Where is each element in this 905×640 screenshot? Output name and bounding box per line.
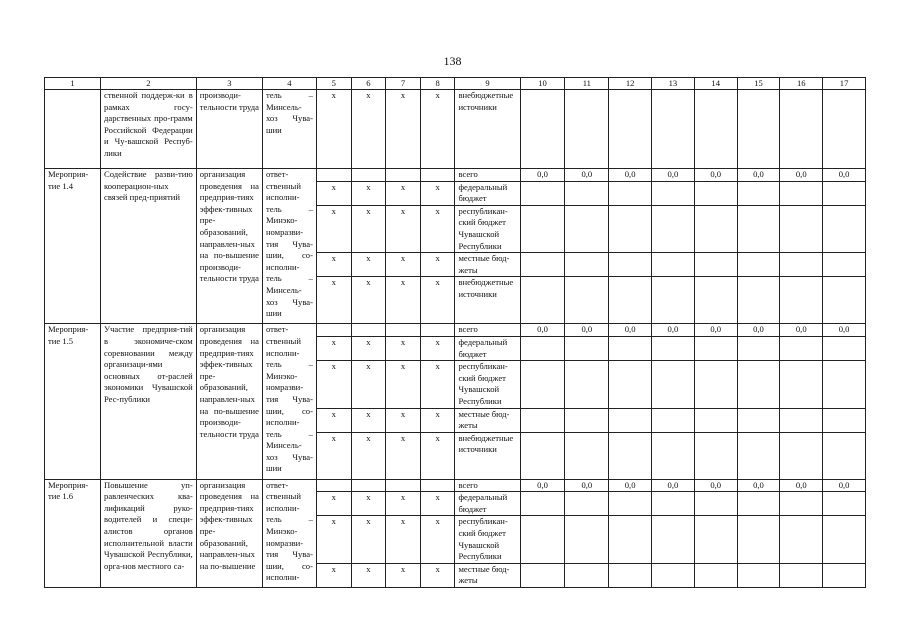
value-cell — [652, 408, 695, 432]
x-cell: x — [420, 563, 455, 587]
value-cell — [737, 432, 780, 479]
funding-source: внебюджетные источники — [455, 432, 520, 479]
value-cell — [520, 492, 565, 516]
x-cell: x — [386, 205, 421, 252]
value-cell — [823, 253, 866, 277]
x-cell: x — [351, 516, 386, 563]
value-cell: 0,0 — [823, 169, 866, 182]
x-cell: x — [351, 181, 386, 205]
x-cell — [351, 324, 386, 337]
value-cell: 0,0 — [520, 169, 565, 182]
value-cell — [609, 516, 652, 563]
value-cell — [694, 181, 737, 205]
measure-goal: производи-тельности труда — [196, 90, 262, 169]
value-cell — [652, 563, 695, 587]
header-cell: 16 — [780, 78, 823, 90]
value-cell — [694, 205, 737, 252]
value-cell — [520, 516, 565, 563]
value-cell — [694, 563, 737, 587]
header-cell: 15 — [737, 78, 780, 90]
x-cell: x — [351, 408, 386, 432]
value-cell — [520, 361, 565, 408]
measure-responsible: ответ-ственный исполни-тель – Минэко-номразви-тия Чува-шии, со-исполни-тель – Минсель-хоз Чува-шии — [262, 169, 316, 324]
value-cell — [694, 253, 737, 277]
header-cell: 7 — [386, 78, 421, 90]
x-cell: x — [420, 181, 455, 205]
x-cell: x — [386, 563, 421, 587]
page-number: 138 — [443, 54, 462, 68]
value-cell: 0,0 — [565, 479, 609, 492]
x-cell: x — [386, 516, 421, 563]
x-cell — [316, 169, 351, 182]
value-cell — [737, 90, 780, 169]
value-cell — [565, 563, 609, 587]
value-cell: 0,0 — [780, 324, 823, 337]
value-cell: 0,0 — [652, 479, 695, 492]
x-cell: x — [351, 90, 386, 169]
x-cell — [420, 169, 455, 182]
value-cell: 0,0 — [694, 324, 737, 337]
header-cell: 17 — [823, 78, 866, 90]
header-cell: 1 — [45, 78, 101, 90]
value-cell — [652, 336, 695, 360]
x-cell: x — [316, 336, 351, 360]
funding-row — [45, 324, 866, 337]
value-cell — [652, 432, 695, 479]
value-cell — [823, 492, 866, 516]
value-cell — [823, 563, 866, 587]
x-cell: x — [386, 181, 421, 205]
value-cell: 0,0 — [823, 324, 866, 337]
value-cell — [780, 336, 823, 360]
value-cell — [609, 277, 652, 324]
value-cell — [652, 516, 695, 563]
value-cell — [652, 90, 695, 169]
value-cell — [780, 408, 823, 432]
value-cell — [694, 336, 737, 360]
x-cell: x — [386, 408, 421, 432]
value-cell — [652, 361, 695, 408]
x-cell — [386, 169, 421, 182]
continuation-row — [45, 90, 866, 169]
x-cell — [316, 324, 351, 337]
value-cell — [609, 90, 652, 169]
value-cell — [780, 361, 823, 408]
value-cell: 0,0 — [652, 169, 695, 182]
header-row — [45, 78, 866, 90]
x-cell: x — [351, 277, 386, 324]
x-cell — [351, 479, 386, 492]
funding-source: местные бюд-жеты — [455, 253, 520, 277]
value-cell — [565, 361, 609, 408]
measure-id: Мероприя-тие 1.4 — [45, 169, 101, 324]
measure-responsible: ответ-ственный исполни-тель – Минэко-номразви-тия Чува-шии, со-исполни-тель – Минсель-хоз Чува-шии — [262, 324, 316, 479]
value-cell — [737, 361, 780, 408]
funding-source: республикан-ский бюджет Чувашской Республики — [455, 516, 520, 563]
value-cell — [609, 492, 652, 516]
value-cell: 0,0 — [609, 324, 652, 337]
value-cell — [737, 181, 780, 205]
value-cell — [609, 563, 652, 587]
value-cell — [737, 408, 780, 432]
x-cell: x — [386, 90, 421, 169]
x-cell — [386, 324, 421, 337]
value-cell: 0,0 — [520, 479, 565, 492]
value-cell — [823, 90, 866, 169]
value-cell — [737, 277, 780, 324]
header-cell: 5 — [316, 78, 351, 90]
header-cell: 9 — [455, 78, 520, 90]
measure-description: Участие предприя-тий в экономиче-ском соревновании между организаци-ями основных от-раслей экономики Чувашской Рес-публики — [101, 324, 197, 479]
x-cell — [351, 169, 386, 182]
value-cell — [520, 336, 565, 360]
measure-responsible: ответ-ственный исполни-тель – Минэко-номразви-тия Чува-шии, со-исполни- — [262, 479, 316, 587]
header-cell: 3 — [196, 78, 262, 90]
x-cell: x — [420, 90, 455, 169]
value-cell — [565, 277, 609, 324]
funding-source: федеральный бюджет — [455, 492, 520, 516]
header-cell: 13 — [652, 78, 695, 90]
value-cell: 0,0 — [694, 479, 737, 492]
value-cell — [565, 516, 609, 563]
x-cell: x — [351, 563, 386, 587]
funding-source: федеральный бюджет — [455, 181, 520, 205]
x-cell: x — [351, 336, 386, 360]
value-cell — [520, 90, 565, 169]
value-cell — [520, 181, 565, 205]
x-cell: x — [351, 253, 386, 277]
x-cell: x — [420, 253, 455, 277]
measure-id: Мероприя-тие 1.5 — [45, 324, 101, 479]
x-cell: x — [316, 516, 351, 563]
value-cell — [780, 432, 823, 479]
x-cell: x — [420, 361, 455, 408]
value-cell — [652, 492, 695, 516]
funding-source: внебюджетные источники — [455, 90, 520, 169]
x-cell: x — [386, 361, 421, 408]
x-cell: x — [351, 492, 386, 516]
value-cell — [520, 277, 565, 324]
header-cell: 8 — [420, 78, 455, 90]
value-cell — [652, 181, 695, 205]
x-cell: x — [316, 253, 351, 277]
value-cell: 0,0 — [780, 479, 823, 492]
value-cell — [694, 361, 737, 408]
value-cell — [737, 205, 780, 252]
x-cell: x — [386, 336, 421, 360]
value-cell — [823, 181, 866, 205]
x-cell — [420, 479, 455, 492]
measure-responsible: тель – Минсель-хоз Чува-шии — [262, 90, 316, 169]
header-cell: 6 — [351, 78, 386, 90]
x-cell: x — [316, 492, 351, 516]
value-cell — [565, 90, 609, 169]
value-cell — [737, 563, 780, 587]
value-cell — [609, 336, 652, 360]
measure-description: ственной поддерж-ки в рамках госу-дарственных про-грамм Российской Федерации и Чу-вашской Респуб-лики — [101, 90, 197, 169]
measure-goal: организация проведения на предприя-тиях эффек-тивных пре-образований, направлен-ных на по-вышение производи-тельности труда — [196, 324, 262, 479]
value-cell — [609, 408, 652, 432]
x-cell: x — [351, 361, 386, 408]
funding-source: местные бюд-жеты — [455, 563, 520, 587]
measure-id — [45, 90, 101, 169]
funding-source: всего — [455, 169, 520, 182]
value-cell — [565, 492, 609, 516]
funding-source: республикан-ский бюджет Чувашской Республики — [455, 205, 520, 252]
value-cell — [520, 432, 565, 479]
value-cell — [780, 90, 823, 169]
measure-goal: организация проведения на предприя-тиях эффек-тивных пре-образований, направлен-ных на по-вышение — [196, 479, 262, 587]
x-cell — [420, 324, 455, 337]
measure-description: Содействие разви-тию кооперацион-ных связей пред-приятий — [101, 169, 197, 324]
measure-goal: организация проведения на предприя-тиях эффек-тивных пре-образований, направлен-ных на по-вышение производи-тельности труда — [196, 169, 262, 324]
value-cell — [609, 181, 652, 205]
x-cell: x — [316, 432, 351, 479]
value-cell — [737, 516, 780, 563]
value-cell: 0,0 — [737, 479, 780, 492]
x-cell: x — [420, 205, 455, 252]
x-cell: x — [420, 277, 455, 324]
value-cell — [737, 336, 780, 360]
x-cell: x — [420, 516, 455, 563]
header-cell: 4 — [262, 78, 316, 90]
value-cell — [737, 492, 780, 516]
x-cell: x — [351, 432, 386, 479]
value-cell — [823, 432, 866, 479]
x-cell: x — [420, 408, 455, 432]
x-cell — [316, 479, 351, 492]
value-cell: 0,0 — [609, 169, 652, 182]
value-cell — [520, 253, 565, 277]
x-cell — [386, 479, 421, 492]
x-cell: x — [420, 432, 455, 479]
value-cell — [565, 181, 609, 205]
value-cell — [823, 205, 866, 252]
x-cell: x — [351, 205, 386, 252]
funding-row — [45, 169, 866, 182]
value-cell — [823, 336, 866, 360]
funding-source: всего — [455, 479, 520, 492]
value-cell — [694, 277, 737, 324]
value-cell — [780, 277, 823, 324]
x-cell: x — [386, 492, 421, 516]
funding-row — [45, 479, 866, 492]
x-cell: x — [316, 408, 351, 432]
value-cell — [694, 408, 737, 432]
value-cell — [823, 361, 866, 408]
value-cell: 0,0 — [780, 169, 823, 182]
x-cell: x — [316, 205, 351, 252]
funding-source: всего — [455, 324, 520, 337]
value-cell: 0,0 — [652, 324, 695, 337]
funding-source: внебюджетные источники — [455, 277, 520, 324]
value-cell — [609, 432, 652, 479]
value-cell: 0,0 — [737, 324, 780, 337]
measure-id: Мероприя-тие 1.6 — [45, 479, 101, 587]
value-cell: 0,0 — [823, 479, 866, 492]
funding-source: республикан-ский бюджет Чувашской Республики — [455, 361, 520, 408]
x-cell: x — [386, 253, 421, 277]
value-cell: 0,0 — [609, 479, 652, 492]
value-cell — [652, 205, 695, 252]
header-cell: 10 — [520, 78, 565, 90]
value-cell: 0,0 — [520, 324, 565, 337]
value-cell — [694, 432, 737, 479]
value-cell: 0,0 — [737, 169, 780, 182]
x-cell: x — [316, 90, 351, 169]
measure-description: Повышение уп-равленческих ква-лификаций руко-водителей и специ-алистов органов исполнительной власти Чувашской Республики, орга-нов местного са- — [101, 479, 197, 587]
value-cell: 0,0 — [694, 169, 737, 182]
x-cell: x — [316, 277, 351, 324]
value-cell — [780, 205, 823, 252]
x-cell: x — [316, 361, 351, 408]
program-table — [44, 77, 866, 588]
value-cell — [609, 205, 652, 252]
value-cell — [823, 408, 866, 432]
x-cell: x — [386, 432, 421, 479]
funding-source: федеральный бюджет — [455, 336, 520, 360]
value-cell — [823, 516, 866, 563]
value-cell — [694, 90, 737, 169]
funding-source: местные бюд-жеты — [455, 408, 520, 432]
value-cell — [565, 336, 609, 360]
value-cell — [520, 205, 565, 252]
value-cell — [565, 432, 609, 479]
value-cell: 0,0 — [565, 169, 609, 182]
x-cell: x — [386, 277, 421, 324]
x-cell: x — [420, 492, 455, 516]
header-cell: 12 — [609, 78, 652, 90]
x-cell: x — [420, 336, 455, 360]
value-cell — [780, 181, 823, 205]
value-cell — [780, 563, 823, 587]
value-cell — [520, 563, 565, 587]
x-cell: x — [316, 563, 351, 587]
x-cell: x — [316, 181, 351, 205]
value-cell — [652, 277, 695, 324]
value-cell: 0,0 — [565, 324, 609, 337]
value-cell — [565, 408, 609, 432]
header-cell: 2 — [101, 78, 197, 90]
value-cell — [780, 492, 823, 516]
header-cell: 11 — [565, 78, 609, 90]
value-cell — [694, 492, 737, 516]
value-cell — [780, 253, 823, 277]
value-cell — [694, 516, 737, 563]
value-cell — [609, 361, 652, 408]
header-cell: 14 — [694, 78, 737, 90]
value-cell — [609, 253, 652, 277]
value-cell — [823, 277, 866, 324]
value-cell — [780, 516, 823, 563]
value-cell — [737, 253, 780, 277]
value-cell — [652, 253, 695, 277]
value-cell — [520, 408, 565, 432]
value-cell — [565, 253, 609, 277]
value-cell — [565, 205, 609, 252]
